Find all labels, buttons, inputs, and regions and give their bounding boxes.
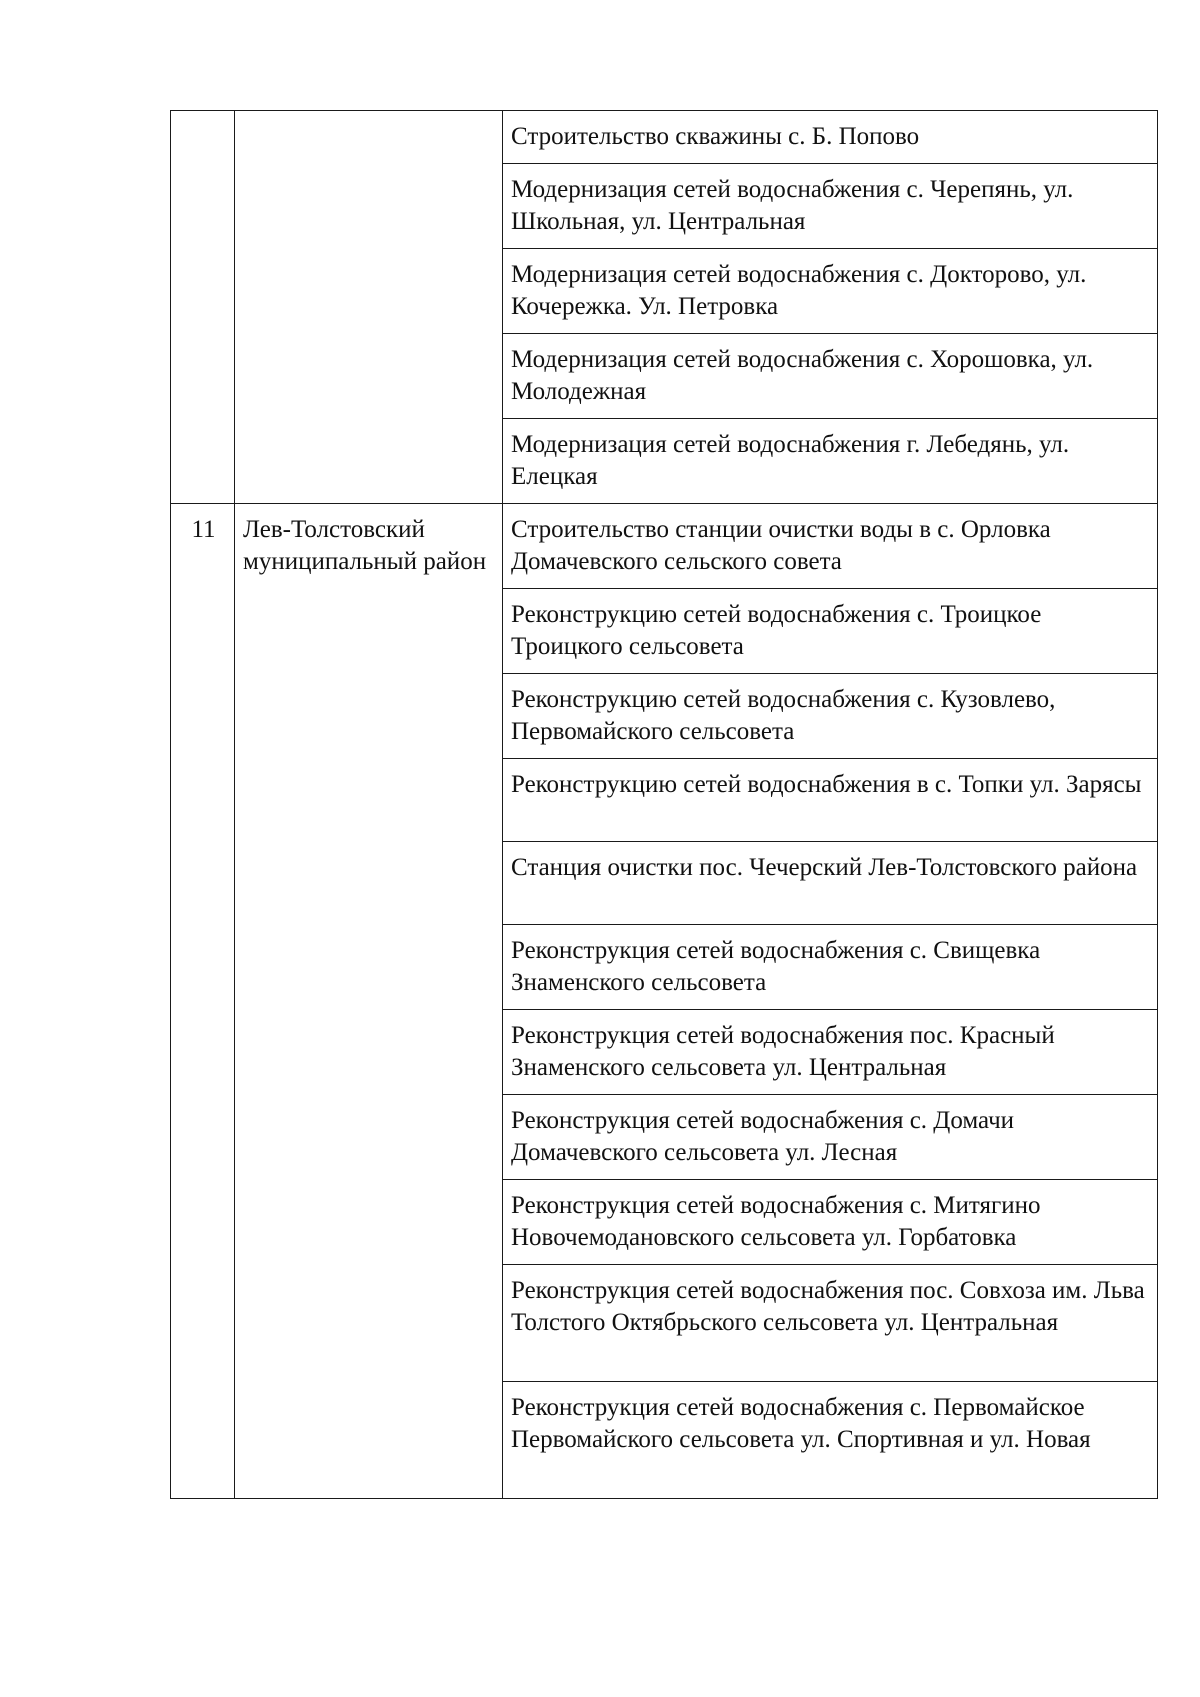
project-cell: Строительство скважины с. Б. Попово	[503, 111, 1158, 164]
project-cell: Реконструкцию сетей водоснабжения с. Троицкое Троицкого сельсовета	[503, 589, 1158, 674]
project-cell: Реконструкцию сетей водоснабжения в с. Топки ул. Зарясы	[503, 759, 1158, 842]
district-cell	[235, 111, 503, 504]
project-cell: Модернизация сетей водоснабжения с. Докторово, ул. Кочережка. Ул. Петровка	[503, 249, 1158, 334]
row-number-cell	[171, 111, 235, 504]
project-cell: Реконструкция сетей водоснабжения пос. Совхоза им. Льва Толстого Октябрьского сельсовета ул. Центральная	[503, 1265, 1158, 1382]
project-cell: Реконструкция сетей водоснабжения с. Свищевка Знаменского сельсовета	[503, 925, 1158, 1010]
district-cell: Лев-Толстовский муниципальный район	[235, 504, 503, 1499]
project-cell: Модернизация сетей водоснабжения с. Хорошовка, ул. Молодежная	[503, 334, 1158, 419]
project-cell: Модернизация сетей водоснабжения г. Лебедянь, ул. Елецкая	[503, 419, 1158, 504]
project-cell: Станция очистки пос. Чечерский Лев-Толстовского района	[503, 842, 1158, 925]
project-cell: Реконструкция сетей водоснабжения с. Митягино Новочемодановского сельсовета ул. Горбатовка	[503, 1180, 1158, 1265]
project-cell: Реконструкция сетей водоснабжения с. Домачи Домачевского сельсовета ул. Лесная	[503, 1095, 1158, 1180]
project-cell: Реконструкция сетей водоснабжения с. Первомайское Первомайского сельсовета ул. Спортивная и ул. Новая	[503, 1382, 1158, 1499]
project-cell: Модернизация сетей водоснабжения с. Черепянь, ул. Школьная, ул. Центральная	[503, 164, 1158, 249]
project-cell: Реконструкцию сетей водоснабжения с. Кузовлево, Первомайского сельсовета	[503, 674, 1158, 759]
projects-table	[170, 110, 1158, 1499]
project-cell: Реконструкция сетей водоснабжения пос. Красный Знаменского сельсовета ул. Центральная	[503, 1010, 1158, 1095]
row-number-cell: 11	[171, 504, 235, 1499]
table-row	[171, 111, 1158, 164]
table-row	[171, 504, 1158, 589]
project-cell: Строительство станции очистки воды в с. Орловка Домачевского сельского совета	[503, 504, 1158, 589]
